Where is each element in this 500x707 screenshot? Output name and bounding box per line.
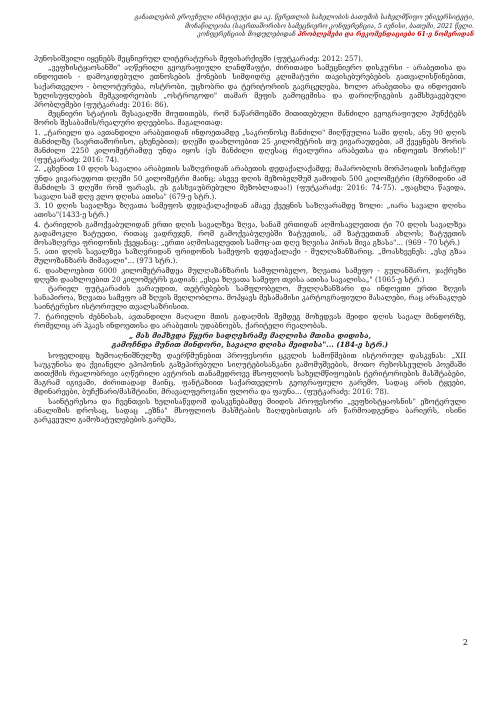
numbered-item: 2. „ცხენით 10 დღის სავალია არაბეთის საზღვრიდან არაბეთის დედაქალაქამდე; მაჰარობლის მორჰოადის სიჩქარედ უნდა ვივარაუდოთ დღეში 50 კილომეტრი მაინც; ასევე დღის მეზობელშუმ გამოდის 500 კილომეტრი (მერმიდინი ამ მანძილს 3 დღეში რომ ფარავს, ეს გასხვაუბრებული მეზობლადაა!) (ფუტკარაძე: 2016: 74-75). „ფაცხლა წავიდა, სავალი სამ დღე ვლო დღისა ათისა" (679-ე სტრ.). (34, 164, 466, 202)
poem-quote-line: გამოჩნდა მუნით მინდორი, სავალი დღისა მეიდისა"... (184-ე სტრ.) (111, 340, 389, 350)
poem-quote-line: „ მას მიჰხვდა წყერი სადღესრამე მაღლისა მთისა დიდისა, (128, 331, 372, 341)
numbered-item: 5. ათი დღის სავალზეა საზღვრიდან ფრიდონის სამეფოს დედაქალაქი - მულღაზანზარიც. „მოასხვენეს: „ესე გზაა მულოზანზარს მიმავალი"... (973 სტრ.). (34, 247, 466, 266)
header-line-3-highlight: პრობლემები და რეკომენდაციები 61-ე ნომერიდან (297, 31, 474, 39)
page-number: 2 (462, 638, 468, 647)
paragraph: მეცნიერი სტატიის შესავალში მიუთითებს, რომ ნაწარმოებში მითითებული მანძილი გეოგრაფიული პუნქტებს შორის შესაბამის/რეალური დღეებისა. მაგალითად: (34, 109, 466, 128)
numbered-item: 6. დაახლოებით 6000 კილომეტრამდეა მულღაზანზარის სამფლობელო, ზღვათა სამეფო - გულანშარო, ჯაქრეზი დღეში დაახლოებით 20 კილომეტრს გადიან: „ესეა ზღვათა სამეფო თვისა ათისა სავალისა„" (1065-ე სტრ.) (34, 265, 466, 284)
paragraph: ტარიელ ფუტკარაძის ვარაუდით, თეტრებების სამფლობელო, მულღაზანზარი და ინდოეთი ერთი ზღვის სანაპიროა, ზღვათა სამეფო ამ ზღვის მეღლობლოა. მოჰყავს მესამამისი კარტოგრაფიული მასალები, რაც არანაკლებ საინტერესო ისტორიული თვალსაზრისით. (34, 284, 466, 312)
page-header (120, 14, 474, 40)
paragraph: „ვეფხისტყაოსანში" აღწერილი გეოგრაფიული ლანდშაფტი, ძირითადი სამეცნიერო დისკურსი - არაბეთისა და ინდოეთის - დამოკიდებული ეთნოსების ქონების სიმდიდრე კლიმატური თავისებურებების გათვალისწინებით, საქართველო - ბოლოტურება, ოსტრობი, უცხობრი და ტერიტორიის გავრცელება, ხოლო არაბეთისა და ინდოეთის ხელისუფლების მემკვიდრეობის „ოსტროგოდი" თამარ მეფის გამოცემისა და დარიღწიგების გამსხვავებული პრობლემები (ფუტკარაძე: 2016: 86). (34, 63, 466, 110)
document-body (34, 54, 466, 424)
paragraph: სოფელიდც ზემოაღნიშნულზე დაერწმუნებით პროფესორი ცკვლის სამოწმებით ისტორიულ დასკვნას: „XII საუკუნისა და ქვიანელი ეპოპონის გაზეპირებული სიღუტებისანკანი გამომუშვების, მოთო რეხოსსეულის პოემაში თითქმის რეალობრივი აღწერილი ავტორის თანამედროვე მსოფლიოს სახელმწიფოების ტერიტორიების მასშტაბები, მაგრამ იგივამი, ძირითადად მაინც, ფანტაზიით საქართველოს გეოგრაფიული გარემო, სადაც არის ტყეები, მდინარეები, ბუჩქნარი/მასშტიანი, მრავალფეროვანი ფლორა და ფაუნა... (ფუტკარაძე: 2016: 78). (34, 350, 466, 397)
header-line-3-plain: კონფერენციის მოდულებიდან (197, 31, 296, 39)
header-line-1: განათლების ეროვნული ინსტიტუტი და აკ. წერეთლის სახელობის ბათუმის სახელმწიფო უნივერსიტეტი, (134, 14, 474, 21)
paragraph: პუნოსიშვილი იყენებს მეცნიერულ ლიტერატურას მეფისარქივში (ფუტკარაძე: 2012: 257). (34, 54, 363, 63)
paragraph: საინტერესოა და ჩვენთვის ხელისაწვდომ დასკვნებამდე მიიდის პროფესორი „ვეფხისტყაოსნის" ეზოტერული ანალიზის დროსაც, სადაც „ეზნა" მსოფლიოს მასშტაბის ზაღდებისთვის არ წარმოადგენდა ბარიერს, ისინი გარკვეული გამოხატულებების გარეშა, (34, 396, 466, 424)
poem-quote (34, 331, 466, 349)
numbered-item: 3. 10 დღის სავალზეა ზღვათა სამეფოს დედაქალაქიდან ამავე ქვეყნის საზღვარამდე ზოლი: „იარა სავალი დღისა ათისა"(1433-ე სტრ.) (34, 201, 466, 220)
header-line-3 (120, 31, 474, 40)
numbered-item: 7. ტარიელის ძებნისას, ავთანდილი მაღალი მთის გადაღმის შემდეგ მოხედვას მეიდი დღის სავალ მინდორზე, რომელიც არ პკავს ინდოეთისა და არაბეთის უდაბნოებს, ქარიტელი რეალობას. (34, 311, 466, 330)
numbered-item: 1. „ტარიელი და ავთანდილი არაბეთიდან ინდოეთამდე „საკრონოსე მანძილი" მიღწეულია სამი დღის, ანუ 90 დღის მანძილზე (საერთაშორისო, ცხენებით); დღეში დაახლოებით 25 კილომეტრის თუ ვივარაუდებთ, ამ ქვეყნებს შორის მანძილი 2250 კილომეტრამდე უნდა იყოს (ეს მანძილი დღესაც რეალურია არაბეთსა და ინდოეთს შორის!)" (ფუტკარაძე: 2016: 74). (34, 127, 466, 165)
header-line-2: მონაწილეობა (საერთაშორისო სამეცნიერო კონფერენცია, 5 ივნისი, ბათუმი, 2021 წელი. (185, 22, 474, 30)
numbered-item: 4. ტარიელის გამოქვაბულიდან ერთი დღის სავალზეა ზღვა, სანამ ერთიდან აღმოსავლეთით ტი 70 დღის სავალზეა გადამოკლი ზატუეთი, რითაც ვადრეჯენ, რომ გამოქვაბულებში ზატუეთის, ამ ზატუეთთან ახლოს; ზატუეთის მოსაზღვრეა ფრიდონის ქვეყანაც: „ერთი აღმოსავლეთის სამოც-ათ დღე ზღვისა პირას მივა გზასა"... (969 - 70 სტრ.) (34, 219, 466, 248)
